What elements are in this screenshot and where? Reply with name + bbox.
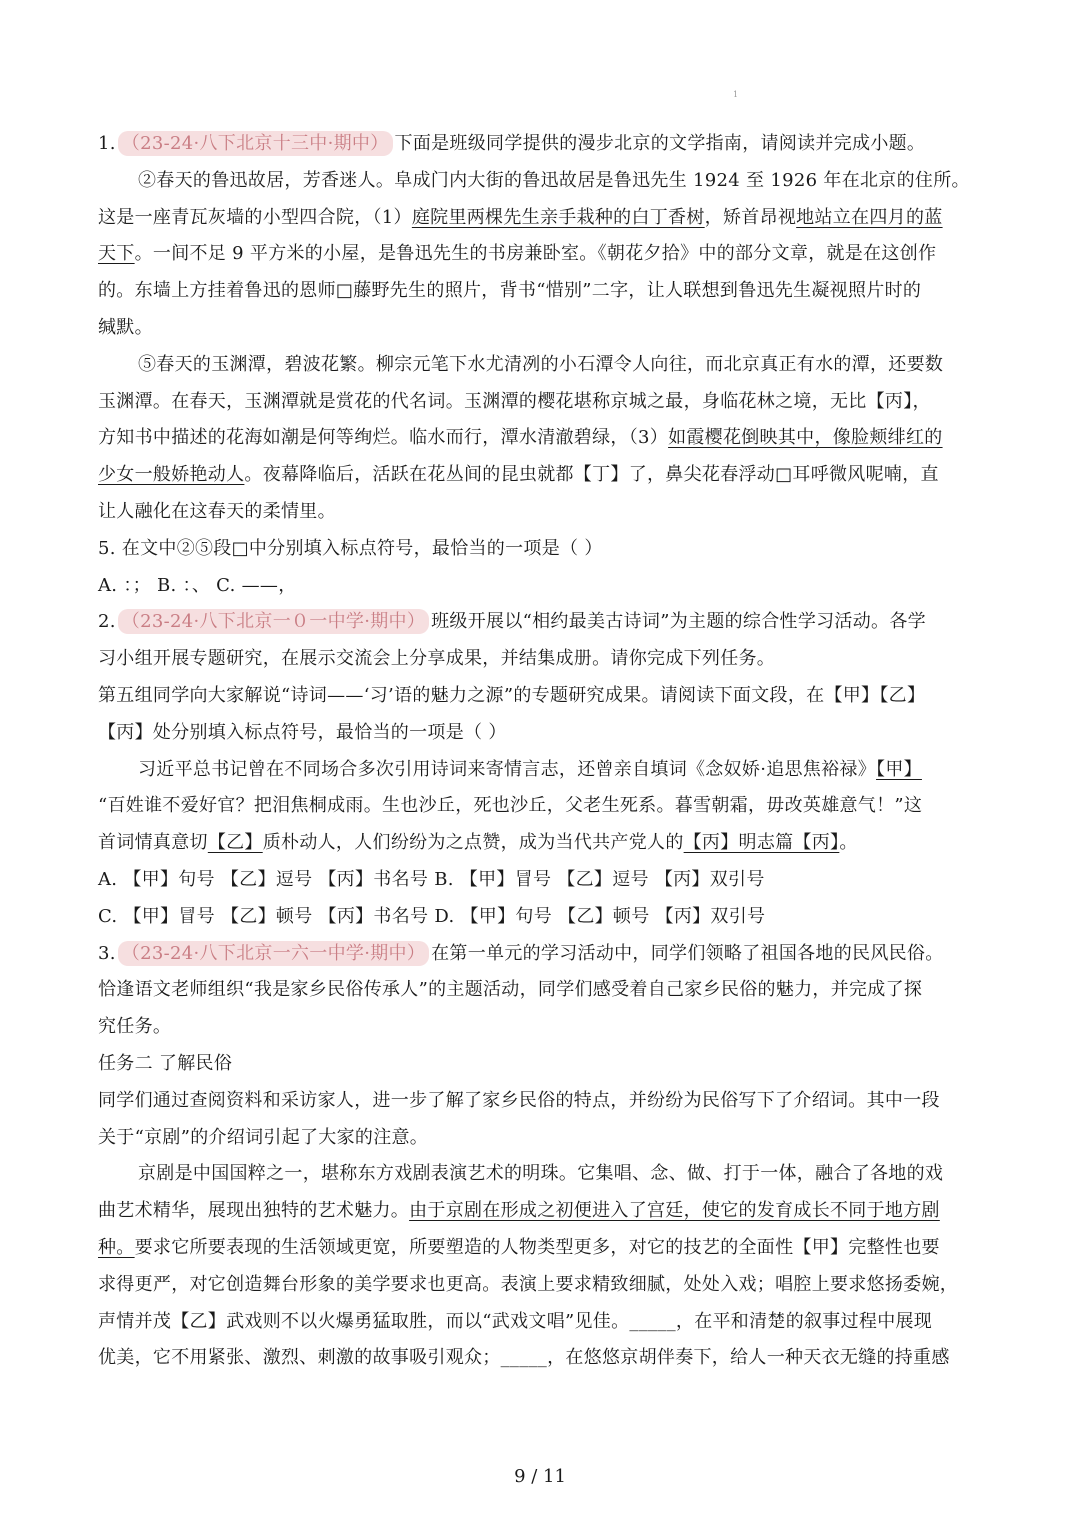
underlined-text: 种。: [98, 1236, 135, 1258]
paragraph-line: 习小组开展专题研究，在展示交流会上分享成果，并结集成册。请你完成下列任务。: [98, 648, 776, 670]
task-title: 任务二 了解民俗: [98, 1052, 233, 1074]
underlined-text: 庭院里两棵先生亲手栽种的白丁香树: [411, 206, 705, 228]
document-body: [98, 126, 986, 1377]
paragraph-line: 京剧是中国国粹之一，堪称东方戏剧表演艺术的明珠。它集唱、念、做、打于一体，融合了各地的戏: [138, 1163, 944, 1185]
page-number: 9 / 11: [514, 1466, 566, 1487]
underlined-text: 【丙】明志篇【丙】: [683, 832, 840, 854]
paragraph-line: 优美，它不用紧张、激烈、刺激的故事吸引观众；_____，在悠悠京胡伴奏下，给人一种天衣无缝的持重感: [98, 1347, 950, 1369]
option-b: B. 【甲】冒号 【乙】逗号 【丙】双引号: [434, 868, 765, 890]
paragraph-line: 首词情真意切【乙】质朴动人，人们纷纷为之点赞，成为当代共产党人的【丙】明志篇【丙】。: [98, 832, 858, 854]
question-intro: 下面是班级同学提供的漫步北京的文学指南，请阅读并完成小题。: [394, 133, 926, 154]
paragraph-line: 曲艺术精华，展现出独特的艺术魅力。由于京剧在形成之初便进入了宫廷，使它的发育成长不同于地方剧: [98, 1200, 940, 1222]
paragraph-line: 习近平总书记曾在不同场合多次引用诗词来寄情言志，还曾亲自填词《念奴娇·追思焦裕禄》【甲】: [138, 758, 922, 780]
underlined-text: 如霞樱花倒映其中，像脸颊绯红的: [668, 427, 943, 449]
underlined-text: 【乙】: [207, 832, 263, 854]
question-intro: 班级开展以“相约最美古诗词”为主题的综合性学习活动。各学: [431, 611, 926, 633]
source-badge: （23-24·八下北京十三中·期中）: [118, 131, 393, 156]
paragraph-line: ⑤春天的玉渊潭，碧波花繁。柳宗元笔下水尤清冽的小石潭令人向往，而北京真正有水的潭，还要数: [138, 353, 944, 375]
underlined-text: 由于京剧在形成之初便进入了宫廷，使它的发育成长不同于地方剧: [409, 1200, 940, 1222]
question-number: 2.: [98, 611, 116, 633]
paragraph-line: 关于“京剧”的介绍词引起了大家的注意。: [98, 1126, 429, 1148]
underlined-text: 地站立在四月的蓝: [796, 206, 943, 228]
paragraph-line: “百姓谁不爱好官？把泪焦桐成雨。生也沙丘，死也沙丘，父老生死系。暮雪朝霜，毋改英雄意气！”这: [98, 795, 923, 817]
question-number: 1.: [98, 133, 116, 154]
paragraph-line: 种。要求它所要表现的生活领域更宽，所要塑造的人物类型更多，对它的技艺的全面性【甲】完整性也要: [98, 1236, 940, 1258]
option-c: C. 【甲】冒号 【乙】顿号 【丙】书名号: [98, 905, 429, 927]
question-intro: 在第一单元的学习活动中，同学们领略了祖国各地的民风民俗。: [431, 942, 944, 964]
paragraph-line: 究任务。: [98, 1016, 172, 1038]
paragraph-line: 的。东墙上方挂着鲁迅的恩师□藤野先生的照片，背书“惜别”二字，让人联想到鲁迅先生凝视照片时的: [98, 280, 922, 302]
question-2-heading: [98, 604, 986, 641]
paragraph-line: 声情并茂【乙】武戏则不以火爆勇猛取胜，而以“武戏文唱”见佳。_____，在平和清楚的叙事过程中展现: [98, 1310, 933, 1332]
header-mark: 1: [733, 90, 739, 99]
answer-options: [98, 899, 986, 936]
paragraph-line: 恰逢语文老师组织“我是家乡民俗传承人”的主题活动，同学们感受着自己家乡民俗的魅力，并完成了探: [98, 979, 923, 1001]
underlined-text: 天下: [98, 243, 135, 265]
paragraph-line: 方知书中描述的花海如潮是何等绚烂。临水而行，潭水清澈碧绿，（3）如霞樱花倒映其中，像脸颊绯红的: [98, 427, 943, 449]
paragraph-line: 这是一座青瓦灰墙的小型四合院，（1）庭院里两棵先生亲手栽种的白丁香树，矫首昂视地站立在四月的蓝: [98, 206, 943, 228]
underlined-text: 少女一般娇艳动人: [98, 464, 245, 486]
paragraph-line: 天下。一间不足 9 平方米的小屋，是鲁迅先生的书房兼卧室。《朝花夕拾》中的部分文章，就是在这创作: [98, 243, 937, 265]
paragraph-line: 第五组同学向大家解说“诗词——‘习’语的魅力之源”的专题研究成果。请阅读下面文段，在【甲】【乙】: [98, 684, 926, 706]
paragraph-line: 缄默。: [98, 316, 153, 338]
source-badge: （23-24·八下北京一０一中学·期中）: [118, 609, 429, 634]
sub-question: 5. 在文中②⑤段□中分别填入标点符号，最恰当的一项是（ ）: [98, 537, 603, 559]
source-badge: （23-24·八下北京一六一中学·期中）: [118, 941, 429, 966]
paragraph-line: 同学们通过查阅资料和采访家人，进一步了解了家乡民俗的特点，并纷纷为民俗写下了介绍词。其中一段: [98, 1089, 940, 1111]
option-d: D. 【甲】句号 【乙】顿号 【丙】双引号: [434, 905, 766, 927]
paragraph-line: ②春天的鲁迅故居，芳香迷人。阜成门内大街的鲁迅故居是鲁迅先生 1924 至 1926 年在北京的住所。: [138, 169, 970, 191]
paragraph-line: 玉渊潭。在春天，玉渊潭就是赏花的代名词。玉渊潭的樱花堪称京城之最，身临花林之境，无比【丙】，: [98, 390, 931, 412]
underlined-text: 【甲】: [876, 758, 922, 780]
answer-options: [98, 862, 986, 899]
paragraph-line: 求得更严，对它创造舞台形象的美学要求也更高。表演上要求精致细腻，处处入戏；唱腔上要求悠扬委婉，: [98, 1273, 959, 1295]
question-number: 3.: [98, 942, 116, 964]
answer-options: A. ：； B. ：、 C. ——，: [98, 574, 297, 596]
question-1-heading: [98, 126, 986, 163]
paragraph-line: 少女一般娇艳动人。夜幕降临后，活跃在花丛间的昆虫就都【丁】了，鼻尖花春浮动□耳呼微风呢喃，直: [98, 464, 939, 486]
option-a: A. 【甲】句号 【乙】逗号 【丙】书名号: [98, 868, 429, 890]
paragraph-line: 让人融化在这春天的柔情里。: [98, 500, 336, 522]
paragraph-line: 【丙】处分别填入标点符号，最恰当的一项是（ ）: [98, 721, 507, 743]
question-3-heading: [98, 936, 986, 973]
